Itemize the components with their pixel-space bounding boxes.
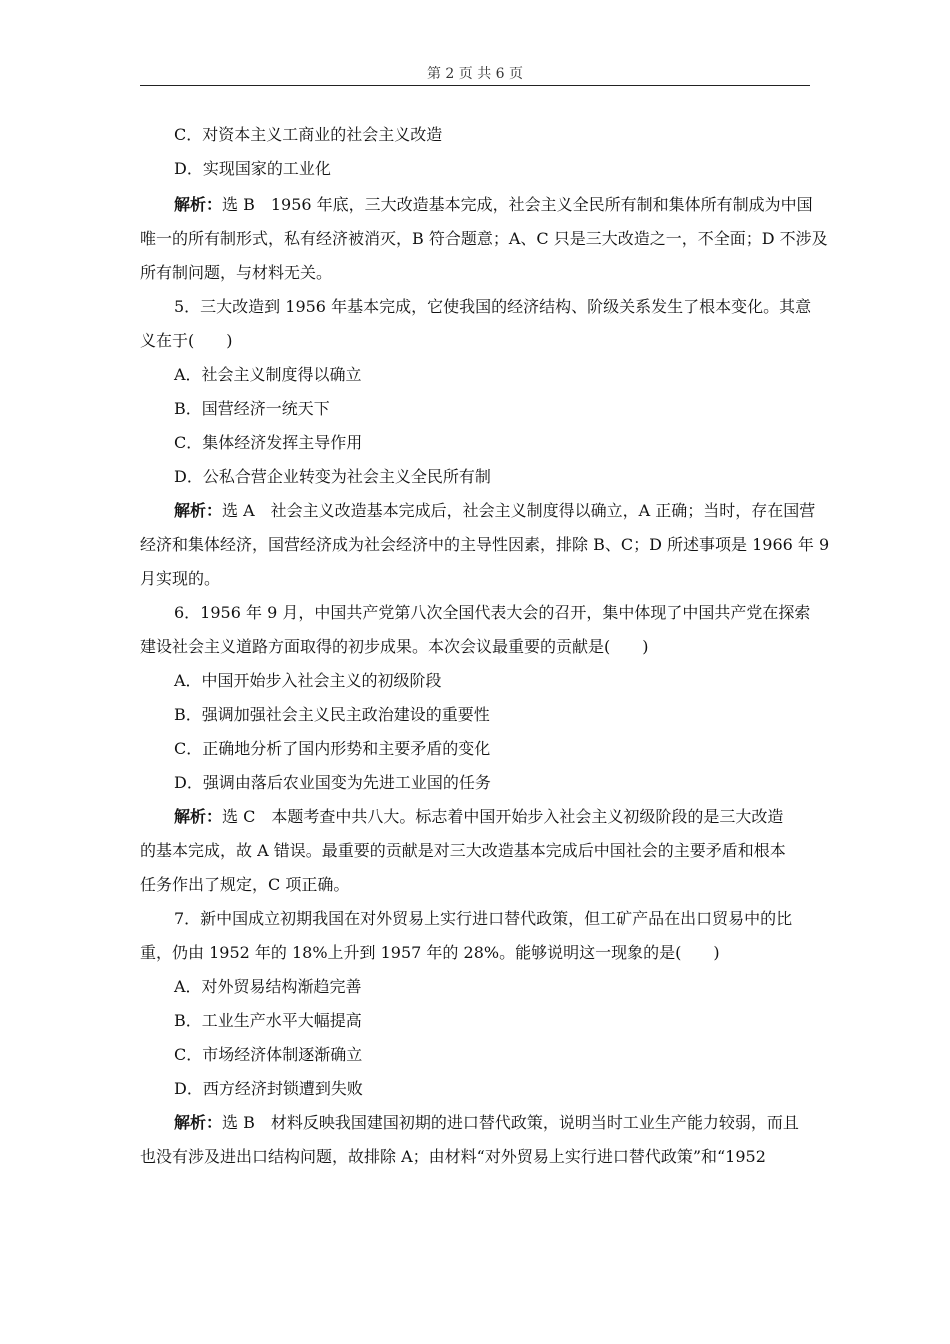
q6-option-b: B．强调加强社会主义民主政治建设的重要性: [174, 705, 490, 724]
q7-option-c: C．市场经济体制逐渐确立: [174, 1045, 363, 1064]
q6-stem-line-1: 6．1956 年 9 月，中国共产党第八次全国代表大会的召开，集中体现了中国共产党在探索: [174, 603, 811, 622]
analysis-text: 选 B 材料反映我国建国初期的进口替代政策，说明当时工业生产能力较弱，而且: [222, 1113, 799, 1132]
q5-analysis-line-3: 月实现的。: [140, 569, 221, 588]
q7-stem-line-2: 重，仍由 1952 年的 18%上升到 1957 年的 28%。能够说明这一现象的是( ): [140, 943, 720, 962]
document-body: [140, 118, 830, 1174]
q5-option-a: A．社会主义制度得以确立: [174, 365, 362, 384]
q5-analysis-line-1: [140, 494, 816, 528]
q5-option-d: D．公私合营企业转变为社会主义全民所有制: [174, 467, 491, 486]
q5-analysis-line-2: 经济和集体经济，国营经济成为社会经济中的主导性因素，排除 B、C；D 所述事项是 1966 年 9: [140, 535, 830, 554]
q4-option-c: C．对资本主义工商业的社会主义改造: [174, 125, 443, 144]
q5-option-b: B．国营经济一统天下: [174, 399, 330, 418]
q6-option-a: A．中国开始步入社会主义的初级阶段: [174, 671, 442, 690]
q7-stem-line-1: 7．新中国成立初期我国在对外贸易上实行进口替代政策，但工矿产品在出口贸易中的比: [174, 909, 793, 928]
q4-option-d: D．实现国家的工业化: [174, 159, 331, 178]
q6-analysis-line-2: 的基本完成，故 A 错误。最重要的贡献是对三大改造基本完成后中国社会的主要矛盾和根本: [140, 841, 786, 860]
q4-analysis-line-1: [140, 188, 813, 222]
analysis-label: 解析：: [174, 195, 223, 214]
analysis-text: 选 C 本题考查中共八大。标志着中国开始步入社会主义初级阶段的是三大改造: [222, 807, 784, 826]
q6-analysis-line-3: 任务作出了规定，C 项正确。: [140, 875, 350, 894]
q5-stem-line-1: 5．三大改造到 1956 年基本完成，它使我国的经济结构、阶级关系发生了根本变化。其意: [174, 297, 812, 316]
q6-option-d: D．强调由落后农业国变为先进工业国的任务: [174, 773, 491, 792]
analysis-text: 选 B 1956 年底，三大改造基本完成，社会主义全民所有制和集体所有制成为中国: [222, 195, 813, 214]
q6-option-c: C．正确地分析了国内形势和主要矛盾的变化: [174, 739, 491, 758]
q7-analysis-line-2: 也没有涉及进出口结构问题，故排除 A；由材料“对外贸易上实行进口替代政策”和“1952: [140, 1147, 766, 1166]
analysis-label: 解析：: [174, 807, 223, 826]
analysis-label: 解析：: [174, 501, 223, 520]
q7-option-d: D．西方经济封锁遭到失败: [174, 1079, 363, 1098]
header-rule: [140, 85, 810, 86]
page-header: 第 2 页 共 6 页: [426, 66, 524, 82]
analysis-label: 解析：: [174, 1113, 223, 1132]
q7-option-a: A．对外贸易结构渐趋完善: [174, 977, 362, 996]
q6-analysis-line-1: [140, 800, 810, 834]
q5-option-c: C．集体经济发挥主导作用: [174, 433, 363, 452]
q5-stem-line-2: 义在于( ): [140, 331, 233, 350]
analysis-text: 选 A 社会主义改造基本完成后，社会主义制度得以确立，A 正确；当时，存在国营: [222, 501, 816, 520]
q7-option-b: B．工业生产水平大幅提高: [174, 1011, 362, 1030]
q4-analysis-line-2: 唯一的所有制形式，私有经济被消灭，B 符合题意；A、C 只是三大改造之一，不全面；D 不涉及: [140, 229, 828, 248]
q6-stem-line-2: 建设社会主义道路方面取得的初步成果。本次会议最重要的贡献是( ): [140, 637, 649, 656]
q7-analysis-line-1: [140, 1106, 810, 1140]
q4-analysis-line-3: 所有制问题，与材料无关。: [140, 263, 333, 282]
